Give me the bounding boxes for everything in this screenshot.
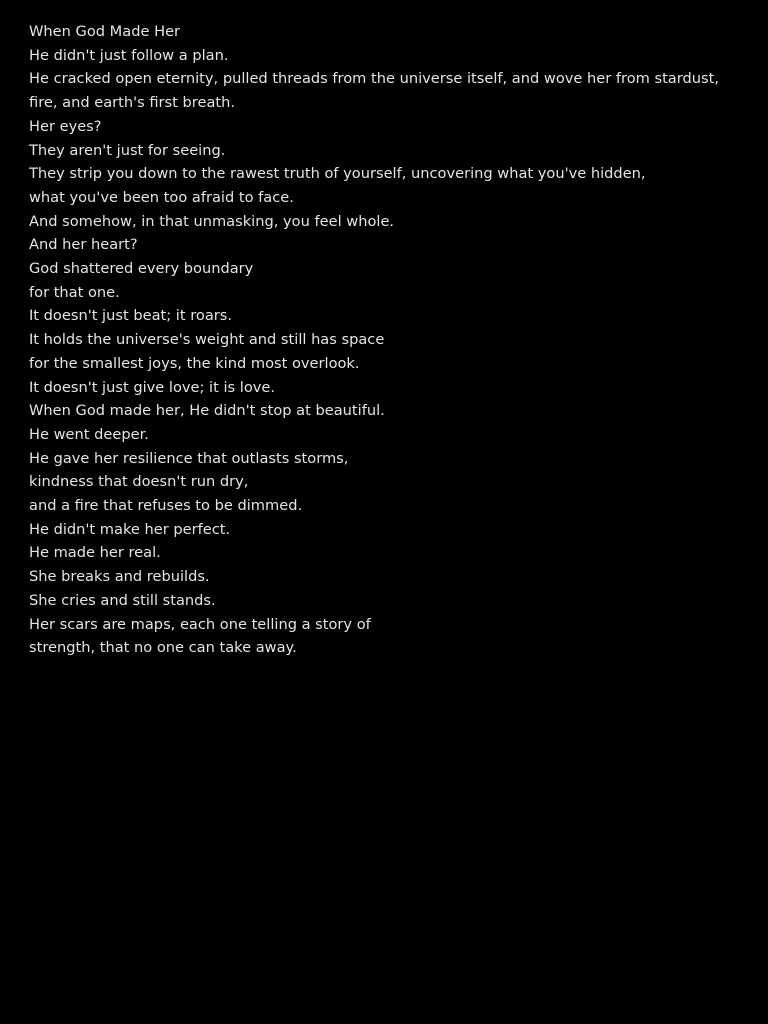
poem-line: They aren't just for seeing. — [29, 141, 226, 159]
poem-line: It doesn't just give love; it is love. — [29, 378, 276, 396]
poem-line: kindness that doesn't run dry, — [29, 473, 249, 491]
poem-line: and a fire that refuses to be dimmed. — [29, 497, 303, 515]
poem-line: He made her real. — [29, 544, 161, 562]
poem-line: They strip you down to the rawest truth of yourself, uncovering what you've hidden, — [29, 165, 646, 183]
poem-line: When God made her, He didn't stop at beautiful. — [29, 402, 385, 420]
poem-line: And somehow, in that unmasking, you feel whole. — [29, 212, 395, 230]
poem-line: He didn't just follow a plan. — [29, 46, 229, 64]
poem-line: It doesn't just beat; it roars. — [29, 307, 233, 325]
poem-line: what you've been too afraid to face. — [29, 188, 294, 206]
poem-line: She breaks and rebuilds. — [29, 568, 210, 586]
poem-text — [29, 20, 738, 660]
poem-line: He gave her resilience that outlasts storms, — [29, 449, 349, 467]
poem-line: for the smallest joys, the kind most overlook. — [29, 354, 360, 372]
poem-line: And her heart? — [29, 236, 138, 254]
poem-line: for that one. — [29, 283, 120, 301]
poem-line: It holds the universe's weight and still has space — [29, 331, 385, 349]
poem-line: She cries and still stands. — [29, 591, 216, 609]
poem-line: strength, that no one can take away. — [29, 639, 297, 657]
poem-line: Her eyes? — [29, 117, 102, 135]
poem-line: fire, and earth's first breath. — [29, 94, 236, 112]
poem-line: God shattered every boundary — [29, 260, 254, 278]
poem-line: He didn't make her perfect. — [29, 520, 231, 538]
poem-line: He cracked open eternity, pulled threads from the universe itself, and wove her from stardust, — [29, 70, 719, 88]
poem-line: Her scars are maps, each one telling a story of — [29, 615, 371, 633]
poem-title: When God Made Her — [29, 23, 181, 40]
poem-line: He went deeper. — [29, 425, 149, 443]
